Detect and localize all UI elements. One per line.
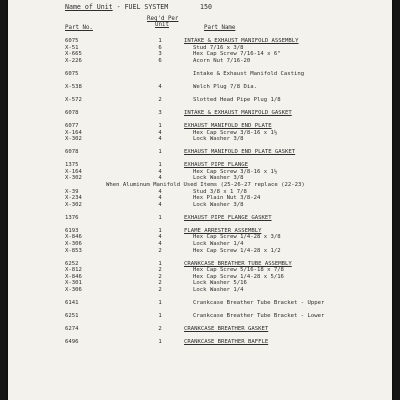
part-number: X-846 — [65, 273, 82, 280]
parts-list — [8, 38, 392, 346]
quantity: 4 — [158, 234, 162, 241]
quantity: 2 — [158, 247, 162, 254]
part-number: X-39 — [65, 188, 79, 195]
quantity: 2 — [158, 267, 162, 274]
part-name: Lock Washer 1/4 — [193, 240, 244, 247]
quantity: 1 — [158, 38, 162, 44]
part-number: X-306 — [65, 286, 82, 293]
page-number: 150 — [200, 3, 212, 11]
part-name: CRANKCASE BREATHER TUBE ASSEMBLY — [184, 260, 292, 267]
part-name: Crankcase Breather Tube Bracket - Upper — [193, 299, 325, 306]
part-name: Lock Washer 3/8 — [193, 175, 244, 182]
part-number: X-846 — [65, 234, 82, 241]
part-name: EXHAUST PIPE FLANGE — [184, 162, 248, 169]
quantity: 2 — [158, 286, 162, 293]
quantity: 6 — [158, 57, 162, 64]
part-number: 6252 — [65, 260, 79, 267]
quantity: 1 — [158, 162, 162, 169]
part-name: Hex Cap Screw 3/8-16 x 1½ — [193, 168, 278, 175]
part-name: CRANKCASE BREATHER GASKET — [184, 326, 269, 333]
quantity: 4 — [158, 188, 162, 195]
part-number: X-164 — [65, 129, 82, 136]
quantity: 1 — [158, 149, 162, 156]
part-number: X-302 — [65, 201, 82, 208]
part-name: Crankcase Breather Tube Bracket - Lower — [193, 312, 325, 319]
quantity: 3 — [158, 51, 162, 58]
quantity: 4 — [158, 240, 162, 247]
parts-row — [8, 339, 392, 346]
part-name: Stud 3/8 x 1 7/8 — [193, 188, 247, 195]
quantity: 2 — [158, 280, 162, 287]
quantity: 4 — [158, 175, 162, 182]
part-number: 6274 — [65, 326, 79, 333]
part-number: 6193 — [65, 227, 79, 234]
quantity: 1 — [158, 214, 162, 221]
part-name: CRANKCASE BREATHER BAFFLE — [184, 339, 269, 346]
part-name: Intake & Exhaust Manifold Casting — [193, 70, 305, 77]
part-name: Hex Cap Screw 1/4-28 x 5/16 — [193, 273, 284, 280]
quantity: 1 — [158, 260, 162, 267]
quantity: 3 — [158, 110, 162, 117]
quantity: 6 — [158, 44, 162, 51]
quantity: 4 — [158, 83, 162, 90]
part-name: Lock Washer 3/8 — [193, 201, 244, 208]
heading-label: Name of Unit — [65, 3, 113, 11]
part-number: X-301 — [65, 280, 82, 287]
part-name: Stud 7/16 x 3/8 — [193, 44, 244, 51]
part-number: 6075 — [65, 70, 79, 77]
heading-value: - FUEL SYSTEM — [116, 3, 169, 11]
part-name: EXHAUST MANIFOLD END PLATE — [184, 123, 272, 130]
part-number: X-665 — [65, 51, 82, 58]
part-number: X-306 — [65, 240, 82, 247]
quantity: 1 — [158, 299, 162, 306]
part-number: X-226 — [65, 57, 82, 64]
quantity: 4 — [158, 129, 162, 136]
quantity: 4 — [158, 201, 162, 208]
part-number: X-302 — [65, 175, 82, 182]
column-part-no: Part No. — [65, 25, 93, 31]
part-name: Lock Washer 5/16 — [193, 280, 247, 287]
quantity: 1 — [158, 227, 162, 234]
document-page — [8, 0, 392, 400]
part-name: INTAKE & EXHAUST MANIFOLD GASKET — [184, 110, 292, 117]
part-number: X-538 — [65, 83, 82, 90]
part-number: 6078 — [65, 110, 79, 117]
part-name: Hex Plain Nut 3/8-24 — [193, 195, 261, 202]
part-name: Lock Washer 3/8 — [193, 136, 244, 143]
part-number: 6075 — [65, 38, 79, 44]
column-part-name: Part Name — [204, 25, 236, 31]
unit-heading — [65, 4, 212, 10]
part-name: INTAKE & EXHAUST MANIFOLD ASSEMBLY — [184, 38, 299, 44]
part-name: Hex Cap Screw 7/16-14 x 6" — [193, 51, 281, 58]
quantity: 4 — [158, 136, 162, 143]
quantity: 4 — [158, 168, 162, 175]
part-name: Hex Cap Screw 1/4-28 x 3/8 — [193, 234, 281, 241]
quantity: 2 — [158, 96, 162, 103]
part-number: X-572 — [65, 96, 82, 103]
column-req-per-unit: Req'd Per Unit — [147, 16, 179, 28]
part-name: EXHAUST MANIFOLD END PLATE GASKET — [184, 149, 296, 156]
part-name: Slotted Head Pipe Plug 1/8 — [193, 96, 281, 103]
part-number: X-51 — [65, 44, 79, 51]
quantity: 4 — [158, 195, 162, 202]
quantity: 2 — [158, 273, 162, 280]
part-name: Hex Cap Screw 1/4-28 x 1/2 — [193, 247, 281, 254]
part-number: X-164 — [65, 168, 82, 175]
part-number: 6251 — [65, 312, 79, 319]
part-name: FLAME ARRESTER ASSEMBLY — [184, 227, 262, 234]
quantity: 1 — [158, 123, 162, 130]
part-number: X-302 — [65, 136, 82, 143]
part-number: 6141 — [65, 299, 79, 306]
part-number: X-812 — [65, 267, 82, 274]
part-name: EXHAUST PIPE FLANGE GASKET — [184, 214, 272, 221]
quantity: 1 — [158, 312, 162, 319]
part-name: Hex Cap Screw 3/8-16 x 1½ — [193, 129, 278, 136]
part-name: Acorn Nut 7/16-20 — [193, 57, 251, 64]
part-name: Lock Washer 1/4 — [193, 286, 244, 293]
part-number: 6077 — [65, 123, 79, 130]
part-number: X-853 — [65, 247, 82, 254]
part-number: 1376 — [65, 214, 79, 221]
part-number: 6496 — [65, 339, 79, 346]
quantity: 2 — [158, 326, 162, 333]
part-name: Hex Cap Screw 5/16-18 x 7/8 — [193, 267, 284, 274]
column-headers — [8, 15, 392, 35]
part-number: X-234 — [65, 195, 82, 202]
part-name: Welch Plug 7/8 Dia. — [193, 83, 257, 90]
note-text: When Aluminum Manifold Used Items (25-26-27 replace (22-23) — [106, 182, 305, 189]
part-number: 1375 — [65, 162, 79, 169]
quantity: 1 — [158, 339, 162, 346]
part-number: 6078 — [65, 149, 79, 156]
